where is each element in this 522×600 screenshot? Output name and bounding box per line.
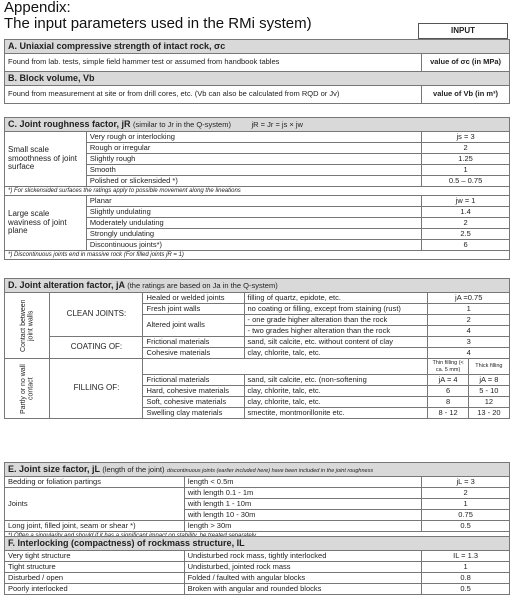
filling-row-type: Hard, cohesive materials <box>143 386 244 397</box>
large-row-label: Planar <box>86 196 421 207</box>
filling-row-thin: 8 <box>428 397 468 408</box>
page-title <box>4 0 312 32</box>
clean-row-value: 2 <box>428 315 510 326</box>
section-c-table <box>4 117 510 260</box>
filling-row-thick: jA = 8 <box>468 375 509 386</box>
filling-row-type: Frictional materials <box>143 375 244 386</box>
filling-row-thick: 5 - 10 <box>468 386 509 397</box>
e-row-value: jL = 3 <box>422 477 510 488</box>
filling-header-spacer <box>143 359 428 375</box>
thick-filling-header: Thick filling <box>468 359 509 375</box>
filling-row-desc: sand, silt calcite, etc. (non-softening <box>244 375 428 386</box>
section-d-title: D. Joint alteration factor, jA <box>8 279 125 290</box>
e-row-value: 2 <box>422 488 510 499</box>
section-c-subtitle: (similar to Jr in the Q-system) <box>133 119 231 129</box>
clean-row-value: jA =0.75 <box>428 293 510 304</box>
large-row-value: 6 <box>422 240 510 251</box>
clean-row-value: 1 <box>428 304 510 315</box>
section-c-heading <box>5 118 510 132</box>
filling-row-thin: 6 <box>428 386 468 397</box>
e-row-length: length > 30m <box>184 521 421 532</box>
no-contact-label: Partly or no wall contact <box>5 359 50 419</box>
section-e-head-note: discontinuous joints (earlier included here) have been included in the joint roughness <box>167 467 374 474</box>
section-c-note-2: *) Discontinuous joints end in massive rock (For filled joints jR = 1) <box>5 251 510 260</box>
clean-row-type: Healed or welded joints <box>143 293 244 304</box>
f-row-value: 0.8 <box>422 573 510 584</box>
clean-joints-label: CLEAN JOINTS: <box>50 293 143 337</box>
e-row-label <box>5 510 185 521</box>
small-row-value: js = 3 <box>422 132 510 143</box>
filling-row-desc: smectite, montmorillonite etc. <box>244 408 428 419</box>
small-row-value: 1 <box>422 165 510 176</box>
small-row-label: Slightly rough <box>86 154 421 165</box>
section-a-text: Found from lab. tests, simple field hammer test or assumed from handbook tables <box>5 54 422 72</box>
filling-label: FILLING OF: <box>50 359 143 419</box>
large-row-label: Discontinuous joints*) <box>86 240 421 251</box>
clean-row-desc: - two grades higher alteration than the rock <box>244 326 428 337</box>
f-row-label: Poorly interlocked <box>5 584 185 595</box>
large-row-label: Strongly undulating <box>86 229 421 240</box>
section-d-table <box>4 278 510 419</box>
e-row-length: with length 10 - 30m <box>184 510 421 521</box>
e-row-length: with length 0.1 - 1m <box>184 488 421 499</box>
section-f-heading: F. Interlocking (compactness) of rockmass structure, IL <box>5 537 510 551</box>
small-row-value: 2 <box>422 143 510 154</box>
f-row-value: IL = 1.3 <box>422 551 510 562</box>
f-row-value: 0.5 <box>422 584 510 595</box>
f-row-value: 1 <box>422 562 510 573</box>
large-row-value: 1.4 <box>422 207 510 218</box>
large-scale-label: Large scale waviness of joint plane <box>5 196 87 251</box>
e-row-value: 1 <box>422 499 510 510</box>
coating-row-value: 4 <box>428 348 510 359</box>
filling-row-thin: jA = 4 <box>428 375 468 386</box>
large-row-value: jw = 1 <box>422 196 510 207</box>
section-b-text: Found from measurement at site or from drill cores, etc. (Vb can also be calculated from RQD or Jv) <box>5 86 422 104</box>
small-row-value: 0.5 – 0.75 <box>422 176 510 187</box>
clean-row-desc: - one grade higher alteration than the rock <box>244 315 428 326</box>
section-c-title: C. Joint roughness factor, jR <box>8 118 131 129</box>
filling-row-thin: 8 - 12 <box>428 408 468 419</box>
e-row-label: Long joint, filled joint, seam or shear *) <box>5 521 185 532</box>
small-row-label: Smooth <box>86 165 421 176</box>
section-d-heading <box>5 279 510 293</box>
coating-row-type: Cohesive materials <box>143 348 244 359</box>
clean-row-desc: filling of quartz, epidote, etc. <box>244 293 428 304</box>
f-row-desc: Folded / faulted with angular blocks <box>184 573 422 584</box>
e-row-label: Bedding or foliation partings <box>5 477 185 488</box>
large-row-label: Moderately undulating <box>86 218 421 229</box>
clean-row-type: Altered joint walls <box>143 315 244 337</box>
filling-row-thick: 12 <box>468 397 509 408</box>
clean-row-value: 4 <box>428 326 510 337</box>
e-row-length: length < 0.5m <box>184 477 421 488</box>
section-b-heading: B. Block volume, Vb <box>5 72 510 86</box>
title-line-1: Appendix: <box>4 0 71 16</box>
filling-row-type: Swelling clay materials <box>143 408 244 419</box>
coating-row-desc: sand, silt calcite, etc. without content of clay <box>244 337 428 348</box>
small-row-label: Very rough or interlocking <box>86 132 421 143</box>
section-b-input: value of Vb (in m³) <box>422 86 510 104</box>
section-f-table <box>4 536 510 595</box>
section-e-table <box>4 462 510 541</box>
section-d-subtitle: (the ratings are based on Ja in the Q-system) <box>127 280 278 290</box>
coating-row-type: Frictional materials <box>143 337 244 348</box>
small-row-label: Polished or slickensided *) <box>86 176 421 187</box>
small-row-value: 1.25 <box>422 154 510 165</box>
e-row-length: with length 1 - 10m <box>184 499 421 510</box>
e-row-value: 0.5 <box>422 521 510 532</box>
large-row-value: 2 <box>422 218 510 229</box>
section-e-subtitle: (length of the joint) <box>102 464 165 474</box>
thin-filling-header: Thin filling (< ca. 5 mm) <box>428 359 468 375</box>
section-a-heading: A. Uniaxial compressive strength of intact rock, σc <box>5 40 510 54</box>
clean-row-type: Fresh joint walls <box>143 304 244 315</box>
section-e-heading <box>5 463 510 477</box>
f-row-desc: Undisturbed rock mass, tightly interlocked <box>184 551 422 562</box>
f-row-desc: Undisturbed, jointed rock mass <box>184 562 422 573</box>
input-column-header: INPUT <box>418 23 508 39</box>
f-row-label: Disturbed / open <box>5 573 185 584</box>
e-row-value: 0.75 <box>422 510 510 521</box>
section-a-input: value of σc (in MPa) <box>422 54 510 72</box>
f-row-desc: Broken with angular and rounded blocks <box>184 584 422 595</box>
small-scale-label: Small scale smoothness of joint surface <box>5 132 87 187</box>
f-row-label: Tight structure <box>5 562 185 573</box>
section-c-note-1: *) For slickensided surfaces the ratings apply to possible movement along the lineations <box>5 187 510 196</box>
large-row-value: 2.5 <box>422 229 510 240</box>
contact-label: Contact between joint walls <box>5 293 50 359</box>
coating-row-value: 3 <box>428 337 510 348</box>
small-row-label: Rough or irregular <box>86 143 421 154</box>
filling-row-type: Soft, cohesive materials <box>143 397 244 408</box>
coating-row-desc: clay, chlorite, talc, etc. <box>244 348 428 359</box>
e-row-label: Joints <box>5 499 185 510</box>
title-line-2: The input parameters used in the RMi system) <box>4 15 312 32</box>
clean-row-desc: no coating or filling, except from staining (rust) <box>244 304 428 315</box>
section-e-title: E. Joint size factor, jL <box>8 463 100 474</box>
filling-row-desc: clay, chlorite, talc, etc. <box>244 386 428 397</box>
large-row-label: Slightly undulating <box>86 207 421 218</box>
f-row-label: Very tight structure <box>5 551 185 562</box>
filling-row-desc: clay, chlorite, talc, etc. <box>244 397 428 408</box>
section-ab-table <box>4 39 510 104</box>
filling-row-thick: 13 - 20 <box>468 408 509 419</box>
e-row-label <box>5 488 185 499</box>
coating-label: COATING OF: <box>50 337 143 359</box>
section-c-equation: jR = Jr = js × jw <box>251 119 303 129</box>
